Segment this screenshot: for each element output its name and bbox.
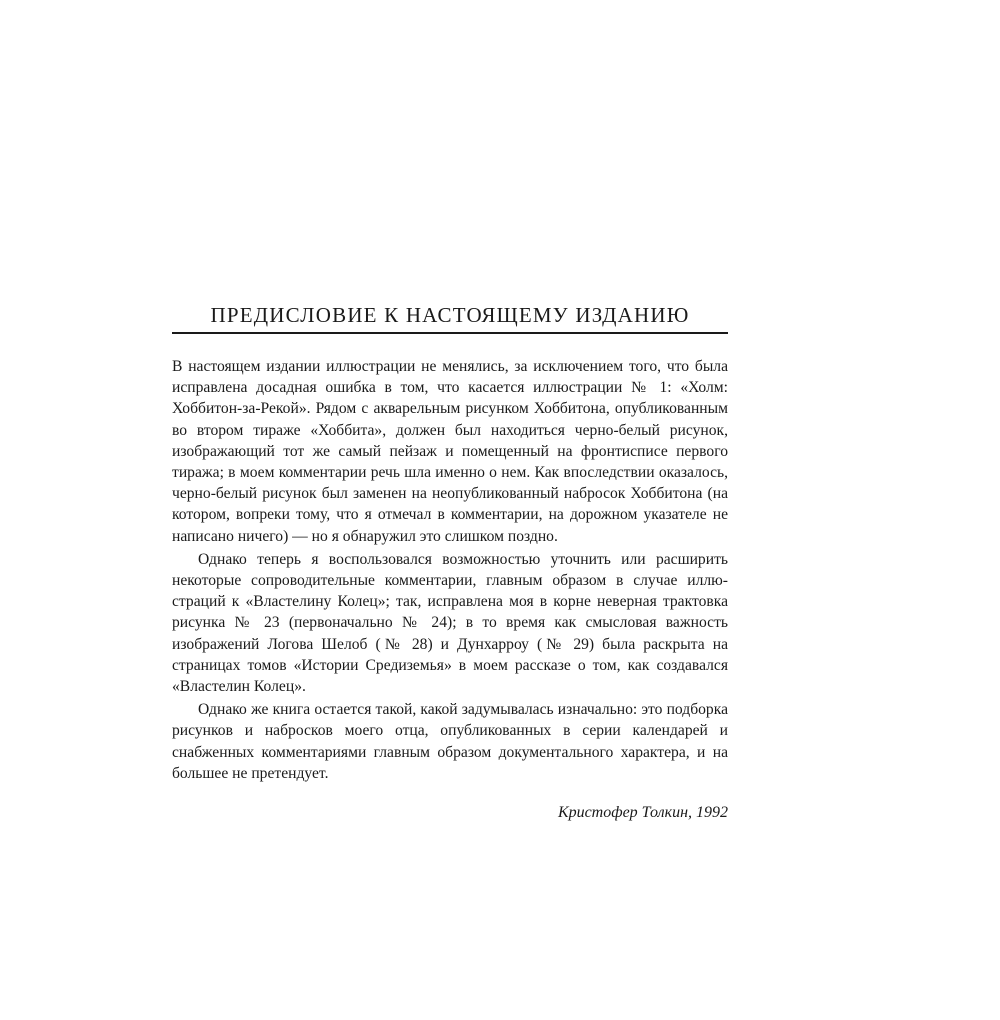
title-underline xyxy=(172,332,728,334)
paragraph-3: Однако же книга остается такой, какой задумывалась изначально: это подборка рисунков и набросков моего отца, опубликованных в серии календарей и снабженных комментариями главным образом документального характера, и на большее не претендует. xyxy=(172,701,728,782)
preface-page xyxy=(172,298,728,824)
paragraph-2: Однако теперь я воспользовался возможностью уточнить или расширить некоторые сопроводительные комментарии, главным образом в случае иллюстраций к «Властелину Колец»; так, исправлена моя в корне неверная трактовка рисунка № 23 (первоначально № 24); в то время как смысловая важность изображений Логова Шелоб (№ 28) и Дунхарроу (№ 29) была раскрыта на страницах томов «Истории Средиземья» в моем рассказе о том, как создавался «Властелин Колец». xyxy=(172,550,728,696)
author-signature: Кристофер Толкин, 1992 xyxy=(557,804,728,822)
preface-body xyxy=(172,356,728,784)
page-title: ПРЕДИСЛОВИЕ К НАСТОЯЩЕМУ ИЗДАНИЮ xyxy=(210,303,690,327)
paragraph-1: В настоящем издании иллюстрации не менялись, за исключением того, что была исправлена досадная ошибка в том, что касается иллюстрации № 1: «Холм: Хоббитон-за-Рекой». Рядом с акварельным рисунком Хоббитона, опубликованным во втором тираже «Хоббита», должен был находиться черно-белый рисунок, изображающий тот же самый пейзаж и помещенный на фронтисписе первого тиража; в моем комментарии речь шла именно о нем. Как впоследствии оказалось, черно-белый рисунок был заменен на неопубликованный набросок Хоббитона (на котором, вопреки тому, что я отмечал в комментарии, на дорожном указателе не написано ничего) — но я обнаружил это слишком поздно. xyxy=(172,358,728,545)
